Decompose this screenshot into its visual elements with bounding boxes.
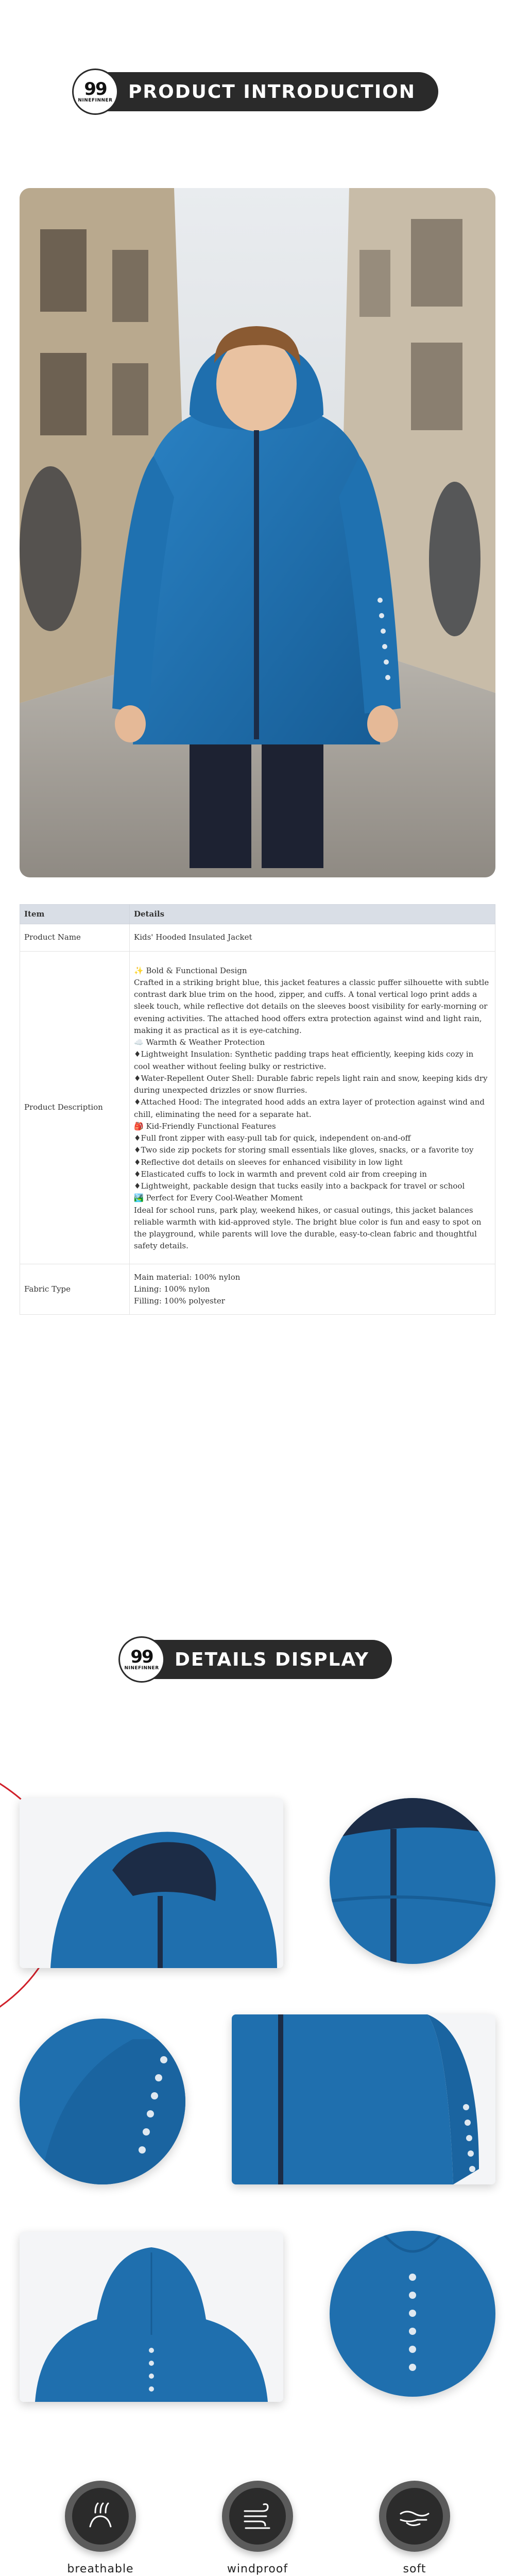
product-hero-photo [20,188,495,877]
table-header-item: Item [20,905,130,924]
feature-label: breathable [67,2563,134,2575]
desc-heading-warmth: ☁️ Warmth & Weather Protection [134,1038,265,1047]
desc-heading-features: 🎒 Kid-Friendly Functional Features [134,1121,276,1131]
feature-windproof [201,2481,314,2576]
detail-back-hood-photo [20,2232,283,2402]
row-value-fabric-type [130,1264,495,1315]
desc-heading-occasions: 🏞️ Perfect for Every Cool-Weather Moment [134,1193,303,1203]
brand-logo [120,1638,163,1681]
product-introduction-header [77,72,438,111]
section-title: PRODUCT INTRODUCTION [128,81,416,103]
table-row [20,1264,495,1315]
breathable-icon [82,2498,118,2534]
desc-item-hood: ♦Attached Hood: The integrated hood adds an extra layer of protection against wind and chill, eliminating the need for a separate hat. [134,1097,485,1119]
feature-label: soft [403,2563,426,2575]
fabric-main: Main material: 100% nylon [134,1272,241,1282]
desc-item-packable: ♦Lightweight, packable design that tucks easily into a backpack for travel or school [134,1181,465,1191]
feature-breathable [44,2481,157,2576]
logo-subtext: NINEFINNER [78,98,113,103]
desc-paragraph-design: Crafted in a striking bright blue, this jacket features a classic puffer silhouette with subtle contrast dark blue trim on the hood, zipper, and cuffs. A tonal vertical logo print adds a sleek touch, while reflective dot details on the sleeves boost visibility for early-morning or evening activities. The attached hood offers extra protection against wind and light rain, making it as practical as it is eye-catching. [134,977,489,1035]
row-label-product-description: Product Description [20,951,130,1264]
desc-item-insulation: ♦Lightweight Insulation: Synthetic padding traps heat efficiently, keeping kids cozy in cool weather without feeling bulky or restrictive. [134,1049,474,1071]
desc-paragraph-occasions: Ideal for school runs, park play, weekend hikes, or casual outings, this jacket balances reliable warmth with kid-approved style. The bright blue color is fun and easy to spot on the playground, while parents will love the durable, easy-to-clean fabric and thoughtful safety details. [134,1205,482,1251]
logo-number: 99 [130,1647,153,1667]
desc-item-shell: ♦Water-Repellent Outer Shell: Durable fabric repels light rain and snow, keeping kids dry during unexpected drizzles or snow flurries. [134,1073,488,1095]
detail-hood-photo [20,1798,283,1968]
spec-table [20,904,495,1315]
detail-front-side-photo [232,2014,495,2184]
row-label-product-name: Product Name [20,924,130,951]
soft-icon [397,2498,433,2534]
feature-label: windproof [227,2563,288,2575]
desc-item-reflective: ♦Reflective dot details on sleeves for enhanced visibility in low light [134,1157,403,1167]
logo-subtext: NINEFINNER [124,1666,159,1671]
section-title: DETAILS DISPLAY [175,1649,369,1670]
row-value-product-description [130,951,495,1264]
desc-item-zipper: ♦Full front zipper with easy-pull tab for quick, independent on-and-off [134,1133,411,1143]
feature-soft [358,2481,471,2576]
desc-item-cuffs: ♦Elasticated cuffs to lock in warmth and prevent cold air from creeping in [134,1169,427,1179]
brand-logo [74,70,117,113]
desc-item-pockets: ♦Two side zip pockets for storing small essentials like gloves, snacks, or a favorite toy [134,1145,474,1155]
table-header-details: Details [130,905,495,924]
hero-illustration [20,188,495,877]
row-label-fabric-type: Fabric Type [20,1264,130,1315]
details-display-header [123,1640,392,1679]
detail-back-dots-zoom [330,2231,495,2397]
row-value-product-name: Kids' Hooded Insulated Jacket [130,924,495,951]
table-row [20,924,495,951]
windproof-icon [239,2498,276,2534]
table-row [20,951,495,1264]
detail-sleeve-dots-zoom [20,2019,185,2184]
desc-heading-design: ✨ Bold & Functional Design [134,965,247,975]
fabric-lining: Lining: 100% nylon [134,1284,210,1294]
table-header-row [20,905,495,924]
logo-number: 99 [84,79,107,99]
detail-collar-zoom [330,1798,495,1964]
fabric-filling: Filling: 100% polyester [134,1296,225,1306]
